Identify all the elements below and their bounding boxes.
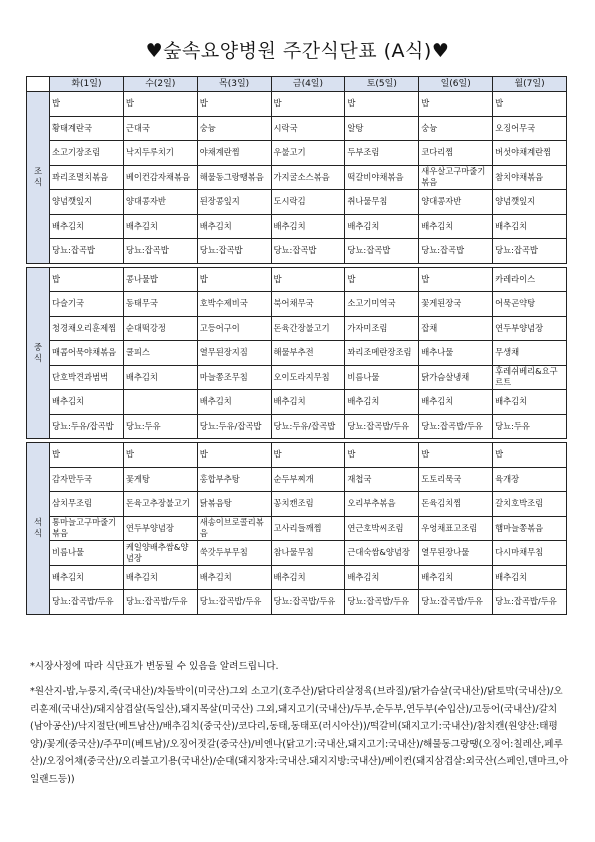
menu-cell: 밥 [271, 443, 345, 468]
menu-cell: 다슬기국 [50, 292, 124, 317]
meal-label-char: 식 [33, 177, 42, 188]
menu-cell: 쑥갓두부무침 [197, 541, 271, 566]
menu-cell: 다시마채무침 [493, 541, 567, 566]
menu-cell: 어묵곤약탕 [493, 292, 567, 317]
menu-cell: 가자미조림 [345, 316, 419, 341]
menu-cell: 배추김치 [345, 390, 419, 415]
menu-cell: 소고기미역국 [345, 292, 419, 317]
menu-cell: 버섯야채계란찜 [493, 141, 567, 166]
menu-cell: 가지굴소스볶음 [271, 165, 345, 190]
menu-cell: 취나물무침 [345, 190, 419, 215]
menu-row [27, 141, 567, 166]
menu-cell: 청경채오리훈제찜 [50, 316, 124, 341]
menu-cell: 홍합부추탕 [197, 467, 271, 492]
menu-row [27, 92, 567, 117]
menu-cell: 배추김치 [493, 390, 567, 415]
menu-cell: 낙지두루치기 [123, 141, 197, 166]
menu-row [27, 565, 567, 590]
menu-row [27, 116, 567, 141]
menu-cell: 배추김치 [271, 214, 345, 239]
menu-cell: 밥 [50, 443, 124, 468]
meal-label-char: 중 [33, 341, 42, 352]
menu-row [27, 292, 567, 317]
menu-cell: 닭가슴살냉채 [419, 365, 493, 390]
menu-cell: 잡채 [419, 316, 493, 341]
menu-cell: 밥 [197, 92, 271, 117]
menu-cell: 해물부추전 [271, 341, 345, 366]
menu-cell: 양대콩자반 [419, 190, 493, 215]
menu-cell: 열무된장지짐 [197, 341, 271, 366]
menu-cell: 당뇨:잡곡밥 [345, 239, 419, 264]
menu-row [27, 190, 567, 215]
menu-cell: 밥 [419, 443, 493, 468]
menu-cell: 밥 [197, 267, 271, 292]
menu-row [27, 467, 567, 492]
menu-cell: 갈치호박조림 [493, 492, 567, 517]
menu-cell: 배추김치 [197, 565, 271, 590]
menu-cell: 새우살고구마줄기볶음 [419, 165, 493, 190]
meal-label-char: 식 [33, 528, 42, 539]
menu-cell: 우불고기 [271, 141, 345, 166]
menu-cell: 밥 [493, 443, 567, 468]
menu-row [27, 443, 567, 468]
menu-cell: 연두부양념장 [493, 316, 567, 341]
menu-cell: 도토리묵국 [419, 467, 493, 492]
menu-cell: 황태계란국 [50, 116, 124, 141]
menu-cell: 돈육고추장불고기 [123, 492, 197, 517]
menu-row [27, 214, 567, 239]
weekly-menu-table [26, 76, 567, 615]
menu-cell: 배추김치 [197, 214, 271, 239]
menu-cell: 당뇨:잡곡밥/두유 [419, 414, 493, 439]
menu-cell: 배추나물 [419, 341, 493, 366]
menu-cell: 밥 [345, 443, 419, 468]
menu-cell: 배추김치 [271, 390, 345, 415]
origin-notice: *원산지-밥,누룽지,죽(국내산)/차돌박이(미국산)그외 소고기(호주산)/닭다리살정육(브라질)/닭가슴살(국내산)/닭토막(국내산)/오리훈제(국내산)/돼지삼겹살(독일산),돼지목살(미국산) 그외,돼지고기(국내산)/두부,순두부,연두부(수입산)/고등어(국내산)/갈치(남아공산)/낙지절단(베트남산)/배추김치(중국산)/코다리,동태,동태포(러시아산))/떡갈비(돼지고기:국내산)/참치캔(원양산:태평양)/꽃게(중국산)/주꾸미(베트남)/오징어젓갈(중국산)/비엔나(닭고기:국내산,돼지고기:국내산)/해물동그랑땡(오징어:칠레산,페루산)/오징어채(중국산)/오리불고기용(국내산)/순대(돼지창자:국내산.돼지지방:국내산)/베이컨(돼지삼겹살:외국산(스페인,덴마크,아일랜드등)) [30, 686, 569, 785]
menu-cell: 꽃게된장국 [419, 292, 493, 317]
menu-cell: 삼치무조림 [50, 492, 124, 517]
meal-label [27, 267, 50, 439]
menu-cell: 무생채 [493, 341, 567, 366]
menu-cell: 카레라이스 [493, 267, 567, 292]
day-header-row [27, 77, 567, 92]
menu-cell: 당뇨:잡곡밥 [50, 239, 124, 264]
menu-cell: 된장콩잎지 [197, 190, 271, 215]
menu-cell: 배추김치 [493, 214, 567, 239]
day-header: 월(7일) [493, 77, 567, 92]
menu-cell: 당뇨:잡곡밥/두유 [197, 590, 271, 615]
day-header: 일(6일) [419, 77, 493, 92]
menu-cell: 연두부양념장 [123, 516, 197, 541]
menu-cell: 알탕 [345, 116, 419, 141]
menu-cell: 당뇨:잡곡밥 [123, 239, 197, 264]
menu-cell: 마늘쫑조무침 [197, 365, 271, 390]
menu-cell: 육개장 [493, 467, 567, 492]
menu-cell: 배추김치 [197, 390, 271, 415]
meal-label-char: 석 [33, 517, 42, 528]
menu-cell: 코다리찜 [419, 141, 493, 166]
menu-cell: 단호박견과범벅 [50, 365, 124, 390]
menu-cell: 당뇨:잡곡밥/두유 [50, 590, 124, 615]
menu-row [27, 516, 567, 541]
day-header: 금(4일) [271, 77, 345, 92]
menu-cell: 시락국 [271, 116, 345, 141]
menu-cell: 통마늘고구마줄기볶음 [50, 516, 124, 541]
menu-cell: 비름나물 [345, 365, 419, 390]
menu-cell: 오리부추볶음 [345, 492, 419, 517]
menu-cell: 밥 [123, 92, 197, 117]
menu-cell: 콩나물밥 [123, 267, 197, 292]
menu-cell: 감자만두국 [50, 467, 124, 492]
menu-cell: 당뇨:두유/잡곡밥 [197, 414, 271, 439]
menu-cell: 배추김치 [493, 565, 567, 590]
page-title: ♥숲속요양병원 주간식단표 (A식)♥ [145, 40, 450, 62]
menu-cell: 당뇨:두유/잡곡밥 [271, 414, 345, 439]
menu-cell: 숭늉 [419, 116, 493, 141]
change-notice: *시장사정에 따라 식단표가 변동될 수 있음을 알려드립니다. [30, 661, 279, 672]
menu-cell: 꽈리조멸치볶음 [50, 165, 124, 190]
menu-cell: 당뇨:잡곡밥 [493, 239, 567, 264]
menu-cell: 오징어무국 [493, 116, 567, 141]
menu-body [27, 92, 567, 615]
menu-cell: 밥 [345, 92, 419, 117]
menu-cell: 꽁치캔조림 [271, 492, 345, 517]
menu-cell: 숭늉 [197, 116, 271, 141]
menu-row [27, 414, 567, 439]
menu-cell: 우엉채표고조림 [419, 516, 493, 541]
day-header: 목(3일) [197, 77, 271, 92]
menu-cell: 소고기장조림 [50, 141, 124, 166]
menu-cell: 돈육김치찜 [419, 492, 493, 517]
menu-cell: 배추김치 [419, 214, 493, 239]
menu-cell: 닭볶음탕 [197, 492, 271, 517]
menu-cell: 배추김치 [50, 565, 124, 590]
menu-cell: 꽃게탕 [123, 467, 197, 492]
menu-cell: 당뇨:두유 [123, 414, 197, 439]
menu-cell: 당뇨:잡곡밥/두유 [493, 590, 567, 615]
menu-cell: 순대떡강정 [123, 316, 197, 341]
menu-cell: 새송이브로콜리볶음 [197, 516, 271, 541]
menu-cell: 순두부찌개 [271, 467, 345, 492]
menu-cell: 밥 [271, 267, 345, 292]
menu-cell: 배추김치 [419, 565, 493, 590]
menu-cell: 배추김치 [345, 214, 419, 239]
day-header: 수(2일) [123, 77, 197, 92]
meal-label [27, 443, 50, 615]
menu-cell: 돈육간장불고기 [271, 316, 345, 341]
menu-cell: 오이도라지무침 [271, 365, 345, 390]
menu-cell: 양념깻잎지 [493, 190, 567, 215]
header-corner [27, 77, 50, 92]
menu-cell: 해물동그랑땡볶음 [197, 165, 271, 190]
menu-row [27, 590, 567, 615]
menu-row [27, 239, 567, 264]
menu-cell: 케일양배추쌈&양념장 [123, 541, 197, 566]
day-header: 화(1일) [50, 77, 124, 92]
menu-cell: 당뇨:두유/잡곡밥 [50, 414, 124, 439]
menu-cell: 꽈리조메란장조림 [345, 341, 419, 366]
menu-cell: 밥 [123, 443, 197, 468]
menu-row [27, 267, 567, 292]
menu-row [27, 365, 567, 390]
meal-label [27, 92, 50, 264]
menu-row [27, 541, 567, 566]
menu-cell: 당뇨:잡곡밥 [271, 239, 345, 264]
menu-cell: 떡갈비야채볶음 [345, 165, 419, 190]
menu-cell: 당뇨:잡곡밥/두유 [123, 590, 197, 615]
menu-cell: 당뇨:잡곡밥/두유 [271, 590, 345, 615]
meal-label-char: 식 [33, 352, 42, 363]
menu-cell: 도시락김 [271, 190, 345, 215]
menu-cell: 고사리들깨찜 [271, 516, 345, 541]
menu-cell: 배추김치 [271, 565, 345, 590]
menu-cell: 근대국 [123, 116, 197, 141]
menu-cell: 당뇨:잡곡밥 [197, 239, 271, 264]
menu-cell: 동태무국 [123, 292, 197, 317]
menu-row [27, 165, 567, 190]
menu-cell: 배추김치 [50, 214, 124, 239]
menu-cell: 밥 [197, 443, 271, 468]
meal-label-char: 조 [33, 166, 42, 177]
menu-cell: 밥 [345, 267, 419, 292]
menu-row [27, 316, 567, 341]
menu-cell: 양념깻잎지 [50, 190, 124, 215]
menu-row [27, 341, 567, 366]
menu-cell: 근대숙쌈&양념장 [345, 541, 419, 566]
menu-cell: 연근호박씨조림 [345, 516, 419, 541]
day-header: 토(5일) [345, 77, 419, 92]
menu-cell: 쿨피스 [123, 341, 197, 366]
menu-row [27, 390, 567, 415]
menu-cell: 밥 [419, 267, 493, 292]
menu-cell: 밥 [271, 92, 345, 117]
menu-cell: 밥 [50, 267, 124, 292]
menu-cell: 베이컨감자채볶음 [123, 165, 197, 190]
menu-cell: 참나물무침 [271, 541, 345, 566]
menu-cell: 비름나물 [50, 541, 124, 566]
menu-cell: 배추김치 [123, 214, 197, 239]
menu-cell: 배추김치 [50, 390, 124, 415]
menu-cell: 고등어구이 [197, 316, 271, 341]
menu-cell: 당뇨:잡곡밥 [419, 239, 493, 264]
menu-cell: 밥 [493, 92, 567, 117]
menu-cell: 배추김치 [123, 365, 197, 390]
menu-cell: 재첩국 [345, 467, 419, 492]
menu-cell: 매콤어묵야채볶음 [50, 341, 124, 366]
menu-row [27, 492, 567, 517]
menu-cell: 배추김치 [345, 565, 419, 590]
menu-cell: 북어채무국 [271, 292, 345, 317]
menu-cell: 양대콩자반 [123, 190, 197, 215]
menu-cell: 호박수제비국 [197, 292, 271, 317]
menu-cell: 당뇨:두유 [493, 414, 567, 439]
menu-cell: 밥 [50, 92, 124, 117]
menu-cell: 당뇨:잡곡밥/두유 [345, 590, 419, 615]
menu-cell [123, 390, 197, 415]
menu-cell: 두부조림 [345, 141, 419, 166]
menu-cell: 햄마늘쫑볶음 [493, 516, 567, 541]
menu-cell: 참치야채볶음 [493, 165, 567, 190]
menu-cell: 배추김치 [123, 565, 197, 590]
menu-cell: 당뇨:잡곡밥/두유 [345, 414, 419, 439]
menu-cell: 당뇨:잡곡밥/두유 [419, 590, 493, 615]
menu-cell: 밥 [419, 92, 493, 117]
menu-cell: 배추김치 [419, 390, 493, 415]
menu-cell: 야채계란찜 [197, 141, 271, 166]
menu-cell: 후레쉬베리&요구르트 [493, 365, 567, 390]
menu-cell: 열무된장나물 [419, 541, 493, 566]
